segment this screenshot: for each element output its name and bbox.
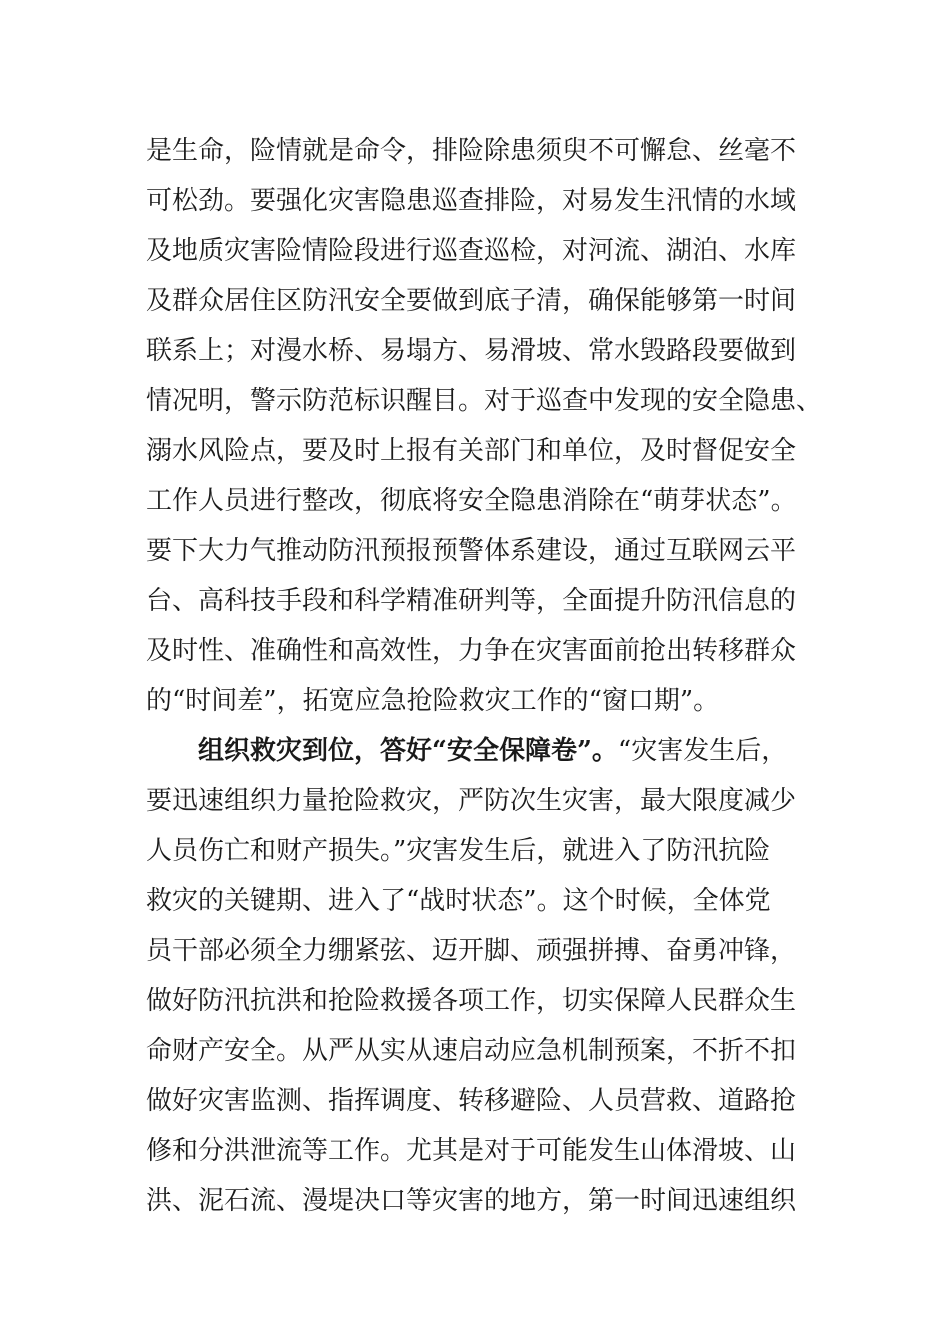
text-line: 台、高科技手段和科学精准研判等，全面提升防汛信息的 [146, 586, 797, 616]
text-line: 洪、泥石流、漫堤决口等灾害的地方，第一时间迅速组织 [146, 1186, 797, 1216]
text-line: 的“时间差”，拓宽应急抢险救灾工作的“窗口期”。 [146, 686, 720, 716]
text-fragment: “灾害发生后， [617, 736, 788, 766]
body-text [146, 126, 823, 1226]
text-line: 员干部必须全力绷紧弦、迈开脚、顽强拼搏、奋勇冲锋， [146, 936, 797, 966]
text-line: 溺水风险点，要及时上报有关部门和单位，及时督促安全 [146, 436, 797, 466]
text-line: 联系上；对漫水桥、易塌方、易滑坡、常水毁路段要做到 [146, 336, 797, 366]
text-line: 及地质灾害险情险段进行巡查巡检，对河流、湖泊、水库 [146, 236, 797, 266]
paragraph-heading: 组织救灾到位，答好“安全保障卷”。 [198, 736, 618, 766]
text-line: 做好防汛抗洪和抢险救援各项工作，切实保障人民群众生 [146, 986, 797, 1016]
text-line: 救灾的关键期、进入了“战时状态”。这个时候，全体党 [146, 886, 771, 916]
text-line: 命财产安全。从严从实从速启动应急机制预案，不折不扣 [146, 1036, 797, 1066]
text-line: 做好灾害监测、指挥调度、转移避险、人员营救、道路抢 [146, 1086, 797, 1116]
text-line: 是生命，险情就是命令，排险除患须臾不可懈怠、丝毫不 [146, 136, 797, 166]
text-line: 及时性、准确性和高效性，力争在灾害面前抢出转移群众 [146, 636, 797, 666]
paragraph-2 [146, 726, 806, 1226]
text-line: 工作人员进行整改，彻底将安全隐患消除在“萌芽状态”。 [146, 486, 797, 516]
paragraph-1 [146, 126, 823, 726]
text-line: 情况明，警示防范标识醒目。对于巡查中发现的安全隐患、 [146, 386, 823, 416]
text-line: 人员伤亡和财产损失。”灾害发生后，就进入了防汛抗险 [146, 836, 771, 866]
text-line: 要下大力气推动防汛预报预警体系建设，通过互联网云平 [146, 536, 797, 566]
text-line: 及群众居住区防汛安全要做到底子清，确保能够第一时间 [146, 286, 797, 316]
paragraph-first-line [146, 726, 806, 776]
text-line: 修和分洪泄流等工作。尤其是对于可能发生山体滑坡、山 [146, 1136, 797, 1166]
text-line: 可松劲。要强化灾害隐患巡查排险，对易发生汛情的水域 [146, 186, 797, 216]
text-line: 要迅速组织力量抢险救灾，严防次生灾害，最大限度减少 [146, 786, 797, 816]
